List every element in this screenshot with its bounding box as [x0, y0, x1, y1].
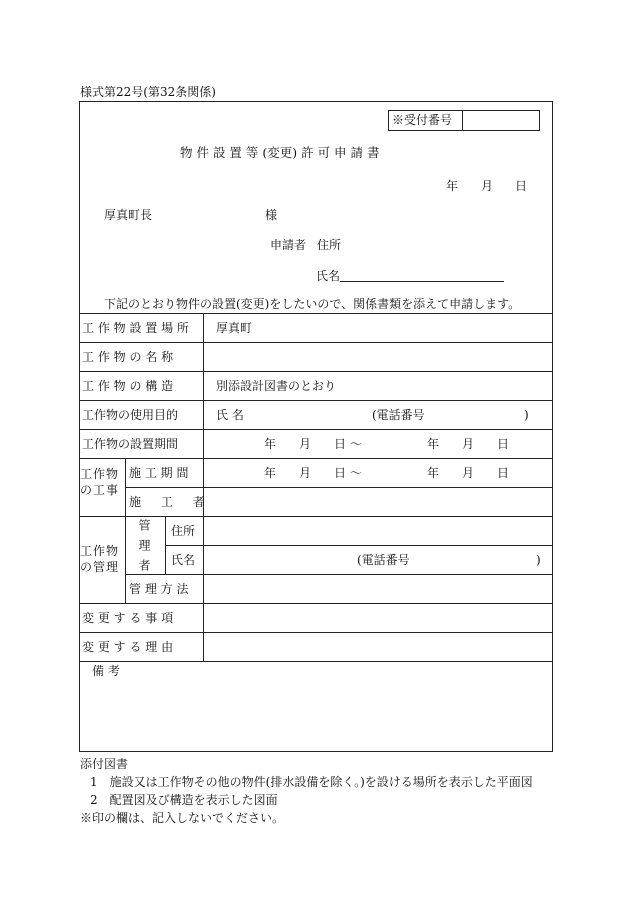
constructor-label: 施 工 者: [129, 495, 213, 509]
row-line: [79, 516, 553, 517]
applicant-label: 申請者: [270, 238, 307, 252]
construction-group-label: 工作物の工事: [80, 467, 120, 497]
purpose-label: 工作物の使用目的: [82, 408, 179, 422]
form-frame: [79, 101, 553, 752]
attachments-title: 添付図書: [80, 757, 129, 771]
footnote: ※印の欄は、記入しないでください。: [80, 811, 285, 825]
period-start-month: 月: [299, 437, 312, 451]
purpose-name-label: 氏 名: [216, 408, 244, 422]
structure-value: 別添設計図書のとおり: [216, 379, 337, 393]
col-line: [125, 458, 126, 603]
form-code: 様式第22号(第32条関係): [80, 85, 216, 99]
construction-end-day: 日: [497, 466, 510, 480]
row-line: [125, 487, 553, 488]
row-line: [125, 574, 553, 575]
manager-label: 管理者: [137, 519, 151, 579]
row-line: [79, 632, 553, 633]
construction-start-day: 日 〜: [334, 466, 362, 480]
location-value: 厚真町: [216, 321, 253, 335]
location-label: 工 作 物 設 置 場 所: [82, 321, 189, 335]
form-title: 物 件 設 置 等 (変更) 許 可 申 請 書: [180, 145, 380, 160]
construction-end-year: 年: [427, 466, 440, 480]
period-end-year: 年: [427, 437, 440, 451]
col-line: [165, 516, 166, 574]
col-line: [203, 313, 204, 661]
honorific: 様: [265, 208, 278, 222]
row-line: [79, 342, 553, 343]
receipt-label: ※受付番号: [392, 113, 453, 127]
addressee: 厚真町長: [104, 208, 153, 222]
row-line: [79, 371, 553, 372]
attachment-item-2: 2 配置図及び構造を表示した図面: [90, 793, 278, 807]
period-label: 工作物の設置期間: [82, 437, 179, 451]
remarks-label: 備 考: [92, 664, 120, 678]
purpose-phone-close: ): [524, 408, 529, 422]
management-method-label: 管 理 方 法: [129, 582, 189, 596]
change-matter-label: 変 更 す る 事 項: [82, 611, 174, 625]
date-day: 日: [515, 179, 528, 193]
row-line: [165, 545, 553, 546]
manager-name-label: 氏名: [171, 553, 196, 567]
construction-end-month: 月: [462, 466, 475, 480]
change-reason-label: 変 更 す る 理 由: [82, 640, 174, 654]
period-end-day: 日: [497, 437, 510, 451]
construction-start-month: 月: [299, 466, 312, 480]
applicant-address-label: 住所: [317, 238, 342, 252]
manager-phone-close: ): [536, 553, 541, 567]
purpose-phone-label: (電話番号: [372, 408, 425, 422]
attachment-item-1: 1 施設又は工作物その他の物件(排水設備を除く。)を設ける場所を表示した平面図: [90, 775, 533, 789]
name-row-label: 工 作 物 の 名 称: [82, 350, 174, 364]
period-end-month: 月: [462, 437, 475, 451]
date-year: 年: [446, 179, 459, 193]
date-month: 月: [481, 179, 494, 193]
row-line: [79, 603, 553, 604]
row-line: [79, 400, 553, 401]
row-line: [79, 429, 553, 430]
construction-start-year: 年: [264, 466, 277, 480]
row-line: [79, 313, 553, 314]
applicant-name-label: 氏名: [316, 269, 341, 283]
construction-period-label: 施 工 期 間: [129, 466, 189, 480]
manager-phone-label: (電話番号: [357, 553, 410, 567]
receipt-divider: [462, 110, 463, 131]
manager-address-label: 住所: [171, 524, 196, 538]
applicant-name-line: [340, 281, 504, 282]
row-line: [79, 661, 553, 662]
row-line: [79, 458, 553, 459]
management-group-label: 工作物の管理: [80, 544, 120, 574]
structure-label: 工 作 物 の 構 造: [82, 379, 174, 393]
period-start-year: 年: [264, 437, 277, 451]
period-start-day: 日 〜: [334, 437, 362, 451]
intro-text: 下記のとおり物件の設置(変更)をしたいので、関係書類を添えて申請します。: [104, 297, 521, 311]
